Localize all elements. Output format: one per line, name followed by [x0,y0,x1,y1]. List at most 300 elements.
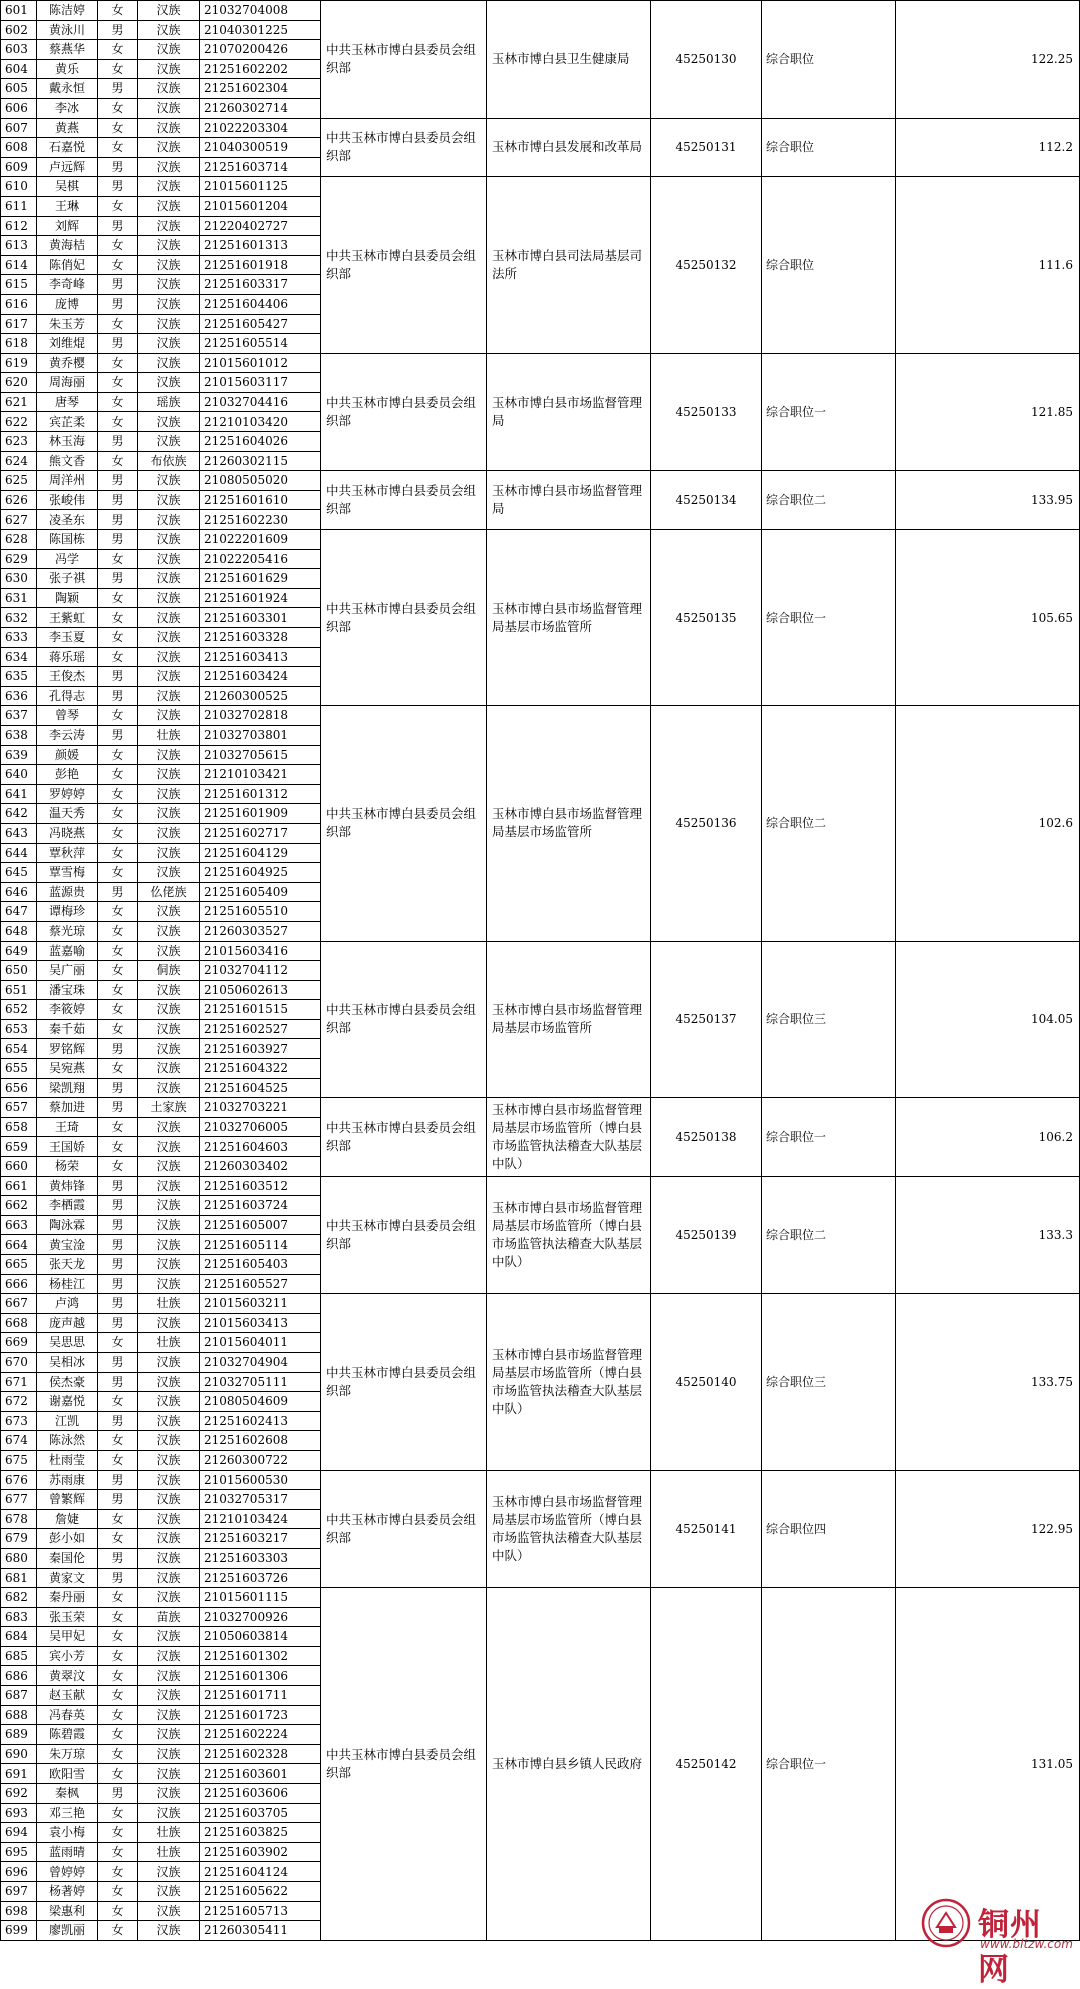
candidate-gender: 女 [98,40,138,60]
candidate-ethnicity: 汉族 [138,1450,200,1470]
position-code: 45250140 [651,1294,762,1470]
recruiting-department: 中共玉林市博白县委员会组织部 [321,1470,487,1588]
ticket-number: 21251601313 [200,236,321,256]
ticket-number: 21251602224 [200,1725,321,1745]
candidate-gender: 男 [98,1039,138,1059]
position-name: 综合职位一 [762,1098,896,1176]
candidate-name: 孔得志 [37,686,98,706]
candidate-gender: 男 [98,1255,138,1275]
row-number: 663 [1,1215,37,1235]
ticket-number: 21251605403 [200,1255,321,1275]
candidate-ethnicity: 汉族 [138,1157,200,1177]
minimum-score: 133.3 [896,1176,1080,1294]
ticket-number: 21260305411 [200,1921,321,1941]
ticket-number: 21251601909 [200,804,321,824]
candidate-name: 熊文香 [37,451,98,471]
ticket-number: 21251605409 [200,882,321,902]
ticket-number: 21032704008 [200,1,321,21]
ticket-number: 21251602328 [200,1744,321,1764]
candidate-name: 李栖霞 [37,1196,98,1216]
ticket-number: 21032704904 [200,1352,321,1372]
ticket-number: 21251605114 [200,1235,321,1255]
candidate-name: 黄燕 [37,118,98,138]
position-name: 综合职位 [762,118,896,177]
employing-unit: 玉林市博白县司法局基层司法所 [487,177,651,353]
candidate-gender: 男 [98,725,138,745]
candidate-ethnicity: 汉族 [138,1274,200,1294]
candidate-gender: 女 [98,1686,138,1706]
candidate-gender: 男 [98,334,138,354]
candidate-gender: 女 [98,1901,138,1921]
table-row [1,530,1080,550]
position-code: 45250139 [651,1176,762,1294]
candidate-ethnicity: 汉族 [138,921,200,941]
recruiting-department: 中共玉林市博白县委员会组织部 [321,353,487,471]
candidate-ethnicity: 汉族 [138,608,200,628]
candidate-ethnicity: 汉族 [138,1078,200,1098]
candidate-gender: 女 [98,1646,138,1666]
recruiting-department: 中共玉林市博白县委员会组织部 [321,1294,487,1470]
ticket-number: 21251602717 [200,823,321,843]
candidate-gender: 女 [98,255,138,275]
ticket-number: 21251603825 [200,1823,321,1843]
minimum-score: 106.2 [896,1098,1080,1176]
ticket-number: 21032704112 [200,961,321,981]
candidate-name: 黄翠汶 [37,1666,98,1686]
ticket-number: 21032705615 [200,745,321,765]
ticket-number: 21015603117 [200,373,321,393]
ticket-number: 21251601515 [200,1000,321,1020]
candidate-gender: 女 [98,373,138,393]
ticket-number: 21251602527 [200,1019,321,1039]
ticket-number: 21251601924 [200,588,321,608]
candidate-gender: 男 [98,510,138,530]
employing-unit: 玉林市博白县市场监督管理局 [487,471,651,530]
candidate-gender: 女 [98,549,138,569]
results-table-body [1,1,1080,1941]
row-number: 631 [1,588,37,608]
candidate-ethnicity: 汉族 [138,236,200,256]
candidate-name: 罗铭辉 [37,1039,98,1059]
candidate-name: 朱万琼 [37,1744,98,1764]
candidate-name: 周洋州 [37,471,98,491]
candidate-ethnicity: 汉族 [138,588,200,608]
candidate-name: 黄家文 [37,1568,98,1588]
candidate-name: 吴棋 [37,177,98,197]
row-number: 630 [1,569,37,589]
candidate-gender: 女 [98,1705,138,1725]
candidate-ethnicity: 布依族 [138,451,200,471]
candidate-ethnicity: 汉族 [138,549,200,569]
candidate-name: 杨荣 [37,1157,98,1177]
row-number: 656 [1,1078,37,1098]
candidate-gender: 女 [98,804,138,824]
candidate-gender: 女 [98,608,138,628]
ticket-number: 21251601312 [200,784,321,804]
row-number: 652 [1,1000,37,1020]
candidate-gender: 女 [98,1803,138,1823]
table-row [1,1176,1080,1196]
row-number: 658 [1,1117,37,1137]
candidate-ethnicity: 汉族 [138,647,200,667]
candidate-gender: 男 [98,882,138,902]
ticket-number: 21015600530 [200,1470,321,1490]
candidate-name: 蓝雨晴 [37,1842,98,1862]
candidate-gender: 女 [98,1137,138,1157]
ticket-number: 21251604124 [200,1862,321,1882]
row-number: 669 [1,1333,37,1353]
ticket-number: 21251603328 [200,628,321,648]
position-code: 45250142 [651,1588,762,1941]
candidate-ethnicity: 苗族 [138,1607,200,1627]
candidate-name: 侯杰豪 [37,1372,98,1392]
candidate-ethnicity: 汉族 [138,510,200,530]
row-number: 677 [1,1490,37,1510]
candidate-ethnicity: 汉族 [138,1744,200,1764]
candidate-ethnicity: 汉族 [138,1725,200,1745]
ticket-number: 21251603317 [200,275,321,295]
row-number: 674 [1,1431,37,1451]
ticket-number: 21032705111 [200,1372,321,1392]
ticket-number: 21050603814 [200,1627,321,1647]
candidate-gender: 男 [98,157,138,177]
candidate-name: 江凯 [37,1411,98,1431]
candidate-gender: 男 [98,294,138,314]
candidate-ethnicity: 汉族 [138,1352,200,1372]
candidate-name: 曾繁辉 [37,1490,98,1510]
minimum-score: 104.05 [896,941,1080,1098]
candidate-name: 宾小芳 [37,1646,98,1666]
candidate-ethnicity: 汉族 [138,314,200,334]
watermark [920,1897,1073,1988]
candidate-name: 颜媛 [37,745,98,765]
candidate-gender: 女 [98,863,138,883]
table-row [1,353,1080,373]
ticket-number: 21251602413 [200,1411,321,1431]
row-number: 690 [1,1744,37,1764]
row-number: 627 [1,510,37,530]
row-number: 614 [1,255,37,275]
row-number: 697 [1,1882,37,1902]
candidate-gender: 女 [98,1059,138,1079]
candidate-name: 潘宝珠 [37,980,98,1000]
ticket-number: 21251601629 [200,569,321,589]
candidate-ethnicity: 汉族 [138,863,200,883]
recruiting-department: 中共玉林市博白县委员会组织部 [321,471,487,530]
row-number: 681 [1,1568,37,1588]
candidate-name: 彭小如 [37,1529,98,1549]
ticket-number: 21070200426 [200,40,321,60]
candidate-name: 谢嘉悦 [37,1392,98,1412]
candidate-name: 廖凯丽 [37,1921,98,1941]
ticket-number: 21022205416 [200,549,321,569]
position-code: 45250130 [651,1,762,119]
candidate-ethnicity: 汉族 [138,628,200,648]
row-number: 620 [1,373,37,393]
candidate-name: 覃秋萍 [37,843,98,863]
candidate-gender: 男 [98,79,138,99]
candidate-ethnicity: 汉族 [138,1411,200,1431]
row-number: 637 [1,706,37,726]
row-number: 643 [1,823,37,843]
candidate-ethnicity: 汉族 [138,432,200,452]
recruiting-department: 中共玉林市博白县委员会组织部 [321,530,487,706]
row-number: 682 [1,1588,37,1608]
employing-unit: 玉林市博白县卫生健康局 [487,1,651,119]
ticket-number: 21251605527 [200,1274,321,1294]
ticket-number: 21032703801 [200,725,321,745]
candidate-ethnicity: 汉族 [138,255,200,275]
candidate-gender: 男 [98,1215,138,1235]
candidate-ethnicity: 汉族 [138,843,200,863]
candidate-gender: 女 [98,236,138,256]
candidate-ethnicity: 汉族 [138,334,200,354]
candidate-name: 冯晓燕 [37,823,98,843]
row-number: 607 [1,118,37,138]
candidate-gender: 女 [98,59,138,79]
candidate-name: 陶颖 [37,588,98,608]
ticket-number: 21210103424 [200,1509,321,1529]
ticket-number: 21032702818 [200,706,321,726]
row-number: 634 [1,647,37,667]
row-number: 645 [1,863,37,883]
row-number: 618 [1,334,37,354]
employing-unit: 玉林市博白县市场监督管理局 [487,353,651,471]
candidate-name: 李筱婷 [37,1000,98,1020]
row-number: 639 [1,745,37,765]
candidate-gender: 女 [98,1666,138,1686]
ticket-number: 21251604925 [200,863,321,883]
candidate-name: 罗婷婷 [37,784,98,804]
ticket-number: 21251604525 [200,1078,321,1098]
candidate-name: 李云涛 [37,725,98,745]
employing-unit: 玉林市博白县市场监督管理局基层市场监管所（博白县市场监管执法稽查大队基层中队） [487,1176,651,1294]
ticket-number: 21022203304 [200,118,321,138]
candidate-gender: 女 [98,784,138,804]
ticket-number: 21251604603 [200,1137,321,1157]
candidate-gender: 男 [98,1490,138,1510]
row-number: 693 [1,1803,37,1823]
candidate-ethnicity: 汉族 [138,1490,200,1510]
candidate-gender: 男 [98,1098,138,1118]
ticket-number: 21050602613 [200,980,321,1000]
row-number: 649 [1,941,37,961]
candidate-gender: 女 [98,1725,138,1745]
ticket-number: 21032704416 [200,392,321,412]
row-number: 696 [1,1862,37,1882]
candidate-ethnicity: 汉族 [138,1019,200,1039]
candidate-gender: 女 [98,843,138,863]
candidate-name: 陈碧霞 [37,1725,98,1745]
candidate-gender: 女 [98,1607,138,1627]
candidate-gender: 男 [98,1078,138,1098]
candidate-name: 戴永恒 [37,79,98,99]
candidate-gender: 女 [98,1823,138,1843]
employing-unit: 玉林市博白县市场监督管理局基层市场监管所（博白县市场监管执法稽查大队基层中队） [487,1098,651,1176]
ticket-number: 21251602608 [200,1431,321,1451]
ticket-number: 21260300525 [200,686,321,706]
candidate-ethnicity: 汉族 [138,79,200,99]
ticket-number: 21251605514 [200,334,321,354]
candidate-name: 彭艳 [37,765,98,785]
candidate-gender: 男 [98,1548,138,1568]
candidate-ethnicity: 汉族 [138,823,200,843]
candidate-gender: 男 [98,471,138,491]
position-name: 综合职位四 [762,1470,896,1588]
row-number: 664 [1,1235,37,1255]
employing-unit: 玉林市博白县市场监督管理局基层市场监管所（博白县市场监管执法稽查大队基层中队） [487,1470,651,1588]
row-number: 694 [1,1823,37,1843]
row-number: 638 [1,725,37,745]
candidate-name: 蓝嘉喻 [37,941,98,961]
row-number: 678 [1,1509,37,1529]
candidate-ethnicity: 汉族 [138,1548,200,1568]
position-code: 45250137 [651,941,762,1098]
candidate-name: 欧阳雪 [37,1764,98,1784]
ticket-number: 21251603902 [200,1842,321,1862]
row-number: 691 [1,1764,37,1784]
row-number: 621 [1,392,37,412]
row-number: 654 [1,1039,37,1059]
position-code: 45250138 [651,1098,762,1176]
candidate-gender: 女 [98,1000,138,1020]
candidate-ethnicity: 汉族 [138,1764,200,1784]
employing-unit: 玉林市博白县乡镇人民政府 [487,1588,651,1941]
minimum-score: 122.25 [896,1,1080,119]
candidate-name: 秦国伦 [37,1548,98,1568]
candidate-gender: 男 [98,1196,138,1216]
candidate-name: 石嘉悦 [37,138,98,158]
candidate-ethnicity: 汉族 [138,1646,200,1666]
row-number: 662 [1,1196,37,1216]
position-name: 综合职位二 [762,706,896,941]
candidate-ethnicity: 汉族 [138,1059,200,1079]
row-number: 603 [1,40,37,60]
position-code: 45250131 [651,118,762,177]
candidate-name: 唐琴 [37,392,98,412]
candidate-name: 蔡燕华 [37,40,98,60]
ticket-number: 21251605510 [200,902,321,922]
row-number: 623 [1,432,37,452]
row-number: 633 [1,628,37,648]
candidate-ethnicity: 汉族 [138,569,200,589]
table-row [1,1470,1080,1490]
table-row [1,1,1080,21]
position-code: 45250141 [651,1470,762,1588]
row-number: 641 [1,784,37,804]
candidate-gender: 女 [98,706,138,726]
candidate-gender: 女 [98,118,138,138]
candidate-gender: 女 [98,961,138,981]
row-number: 636 [1,686,37,706]
candidate-name: 蔡光琼 [37,921,98,941]
ticket-number: 21080505020 [200,471,321,491]
candidate-name: 凌圣东 [37,510,98,530]
employing-unit: 玉林市博白县市场监督管理局基层市场监管所（博白县市场监管执法稽查大队基层中队） [487,1294,651,1470]
position-name: 综合职位 [762,177,896,353]
candidate-ethnicity: 汉族 [138,1137,200,1157]
candidate-ethnicity: 壮族 [138,1294,200,1314]
candidate-name: 王俊杰 [37,667,98,687]
row-number: 698 [1,1901,37,1921]
candidate-name: 冯学 [37,549,98,569]
ticket-number: 21251603724 [200,1196,321,1216]
ticket-number: 21251601723 [200,1705,321,1725]
row-number: 699 [1,1921,37,1941]
candidate-gender: 男 [98,1294,138,1314]
candidate-name: 宾芷柔 [37,412,98,432]
candidate-name: 吴宛燕 [37,1059,98,1079]
candidate-ethnicity: 汉族 [138,1313,200,1333]
employing-unit: 玉林市博白县市场监督管理局基层市场监管所 [487,706,651,941]
row-number: 626 [1,490,37,510]
ticket-number: 21015601115 [200,1588,321,1608]
candidate-gender: 女 [98,921,138,941]
ticket-number: 21251603512 [200,1176,321,1196]
candidate-name: 谭梅珍 [37,902,98,922]
candidate-name: 王琦 [37,1117,98,1137]
ticket-number: 21251603424 [200,667,321,687]
ticket-number: 21032705317 [200,1490,321,1510]
ticket-number: 21032703221 [200,1098,321,1118]
ticket-number: 21260300722 [200,1450,321,1470]
row-number: 671 [1,1372,37,1392]
row-number: 665 [1,1255,37,1275]
ticket-number: 21251603726 [200,1568,321,1588]
row-number: 644 [1,843,37,863]
candidate-ethnicity: 汉族 [138,804,200,824]
candidate-ethnicity: 汉族 [138,490,200,510]
candidate-gender: 男 [98,667,138,687]
candidate-name: 杨桂江 [37,1274,98,1294]
candidate-gender: 女 [98,1450,138,1470]
candidate-name: 苏雨康 [37,1470,98,1490]
candidate-ethnicity: 汉族 [138,1666,200,1686]
candidate-ethnicity: 汉族 [138,1000,200,1020]
candidate-name: 李奇峰 [37,275,98,295]
recruiting-department: 中共玉林市博白县委员会组织部 [321,941,487,1098]
candidate-gender: 女 [98,1529,138,1549]
row-number: 604 [1,59,37,79]
ticket-number: 21251603705 [200,1803,321,1823]
table-row [1,1294,1080,1314]
minimum-score: 111.6 [896,177,1080,353]
candidate-ethnicity: 汉族 [138,40,200,60]
candidate-gender: 女 [98,1019,138,1039]
ticket-number: 21260303527 [200,921,321,941]
candidate-name: 张子祺 [37,569,98,589]
candidate-gender: 女 [98,98,138,118]
candidate-gender: 女 [98,980,138,1000]
minimum-score: 102.6 [896,706,1080,941]
table-row [1,1588,1080,1608]
row-number: 675 [1,1450,37,1470]
position-name: 综合职位 [762,1,896,119]
row-number: 625 [1,471,37,491]
candidate-name: 黄泳川 [37,20,98,40]
candidate-ethnicity: 侗族 [138,961,200,981]
ticket-number: 21260303402 [200,1157,321,1177]
ticket-number: 21015601012 [200,353,321,373]
row-number: 666 [1,1274,37,1294]
candidate-gender: 女 [98,1862,138,1882]
recruiting-department: 中共玉林市博白县委员会组织部 [321,118,487,177]
candidate-ethnicity: 汉族 [138,1372,200,1392]
candidate-name: 刘维焜 [37,334,98,354]
ticket-number: 21251605007 [200,1215,321,1235]
recruiting-department: 中共玉林市博白县委员会组织部 [321,1588,487,1941]
ticket-number: 21251601306 [200,1666,321,1686]
